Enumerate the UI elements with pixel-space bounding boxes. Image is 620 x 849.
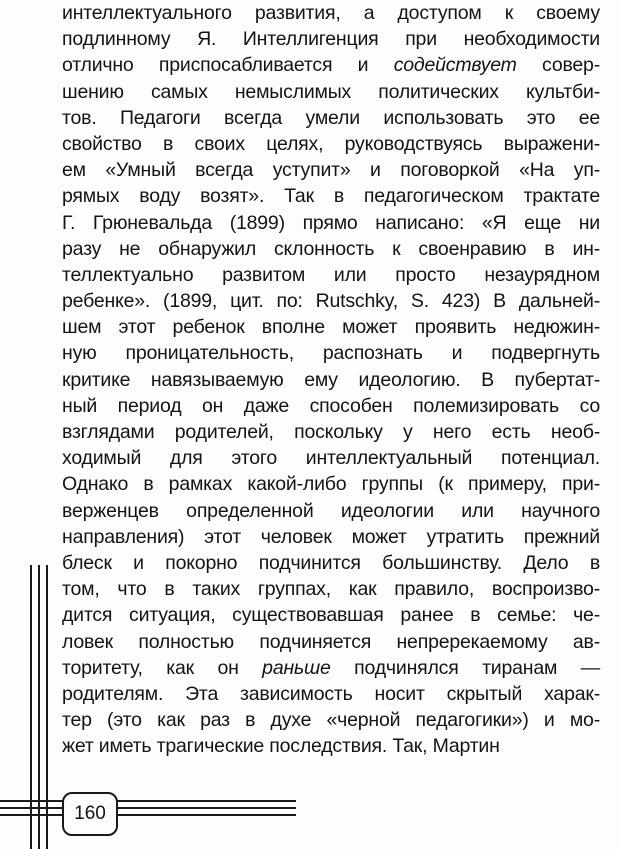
text-line — [62, 498, 600, 524]
text-segment: взглядами родителей, поскольку у него есть необ- — [62, 421, 600, 443]
italic-text: раньше — [262, 656, 331, 679]
text-line — [62, 445, 600, 471]
text-line — [62, 524, 600, 550]
text-line — [62, 262, 600, 288]
text-segment: ем «Умный всегда уступит» и поговоркой «На уп- — [62, 159, 600, 182]
text-line — [62, 367, 600, 393]
text-segment: торитету, как он — [62, 656, 263, 679]
text-line — [62, 0, 600, 26]
text-segment: свойство в своих целях, руководствуясь выражени- — [62, 132, 600, 155]
text-segment: блеск и покорно подчинится большинству. Дело в — [62, 551, 600, 574]
text-line — [62, 210, 600, 236]
text-line — [62, 105, 600, 131]
footer-rule-2 — [0, 807, 296, 809]
italic-text: содействует — [393, 54, 517, 77]
text-line — [62, 471, 600, 497]
text-line — [62, 236, 600, 262]
text-line — [62, 52, 600, 78]
text-segment: жет иметь трагические последствия. Так, Мартин — [62, 735, 500, 758]
text-segment: теллектуально развитом или просто незаурядном — [62, 263, 600, 286]
text-segment: ный период он даже способен полемизировать со — [62, 394, 600, 417]
page-number: 160 — [62, 792, 118, 836]
text-line — [62, 419, 600, 445]
text-segment: критике навязываемую ему идеологию. В пубертат- — [62, 368, 600, 391]
text-line — [62, 183, 600, 209]
text-line — [62, 79, 600, 105]
text-line — [62, 576, 600, 602]
text-segment: Г. Грюневальда (1899) прямо написано: «Я еще ни — [62, 211, 600, 234]
text-line — [62, 550, 600, 576]
text-line — [62, 393, 600, 419]
text-line — [62, 157, 600, 183]
text-segment: дится ситуация, существовавшая ранее в семье: че- — [62, 604, 600, 627]
text-segment: направления) этот человек может утратить прежний — [62, 525, 600, 548]
text-line — [62, 733, 600, 759]
text-line — [62, 288, 600, 314]
text-segment: шению самых немыслимых политических культби- — [62, 80, 600, 103]
text-segment: подчинялся тиранам — — [330, 656, 600, 679]
footer-rule-3 — [0, 814, 296, 816]
text-segment: отлично приспосабливается и — [62, 54, 394, 77]
text-segment: интеллектуального развития, а доступом к своему — [62, 2, 600, 24]
text-segment: том, что в таких группах, как правило, воспроизво- — [62, 578, 600, 601]
text-line — [62, 26, 600, 52]
text-segment: ребенке». (1899, цит. по: Rutschky, S. 423) В дальней- — [62, 290, 600, 313]
text-line — [62, 681, 600, 707]
text-segment: совер- — [516, 54, 600, 77]
body-text — [62, 0, 600, 759]
text-segment: подлинному Я. Интеллигенция при необходимости — [62, 28, 600, 51]
text-line — [62, 314, 600, 340]
text-line — [62, 655, 600, 681]
text-line — [62, 131, 600, 157]
text-line — [62, 340, 600, 366]
text-segment: разу не обнаружил склонность к своенравию в ин- — [62, 237, 600, 260]
text-segment: Однако в рамках какой-либо группы (к примеру, при- — [62, 473, 600, 496]
text-segment: ловек полностью подчиняется непререкаемому ав- — [62, 630, 600, 653]
text-segment: тер (это как раз в духе «черной педагогики») и мо- — [62, 709, 600, 732]
text-segment: родителям. Эта зависимость носит скрытый харак- — [62, 682, 600, 705]
text-segment: ную проницательность, распознать и подвергнуть — [62, 342, 600, 365]
text-segment: верженцев определенной идеологии или научного — [62, 499, 600, 522]
footer-rule-1 — [0, 800, 296, 802]
text-segment: ходимый для этого интеллектуальный потенциал. — [62, 447, 600, 470]
text-line — [62, 707, 600, 733]
text-line — [62, 629, 600, 655]
text-segment: тов. Педагоги всегда умели использовать это ее — [62, 106, 600, 129]
text-line — [62, 602, 600, 628]
text-segment: рямых воду возят». Так в педагогическом трактате — [62, 185, 600, 208]
text-segment: шем этот ребенок вполне может проявить недюжин- — [62, 316, 600, 339]
